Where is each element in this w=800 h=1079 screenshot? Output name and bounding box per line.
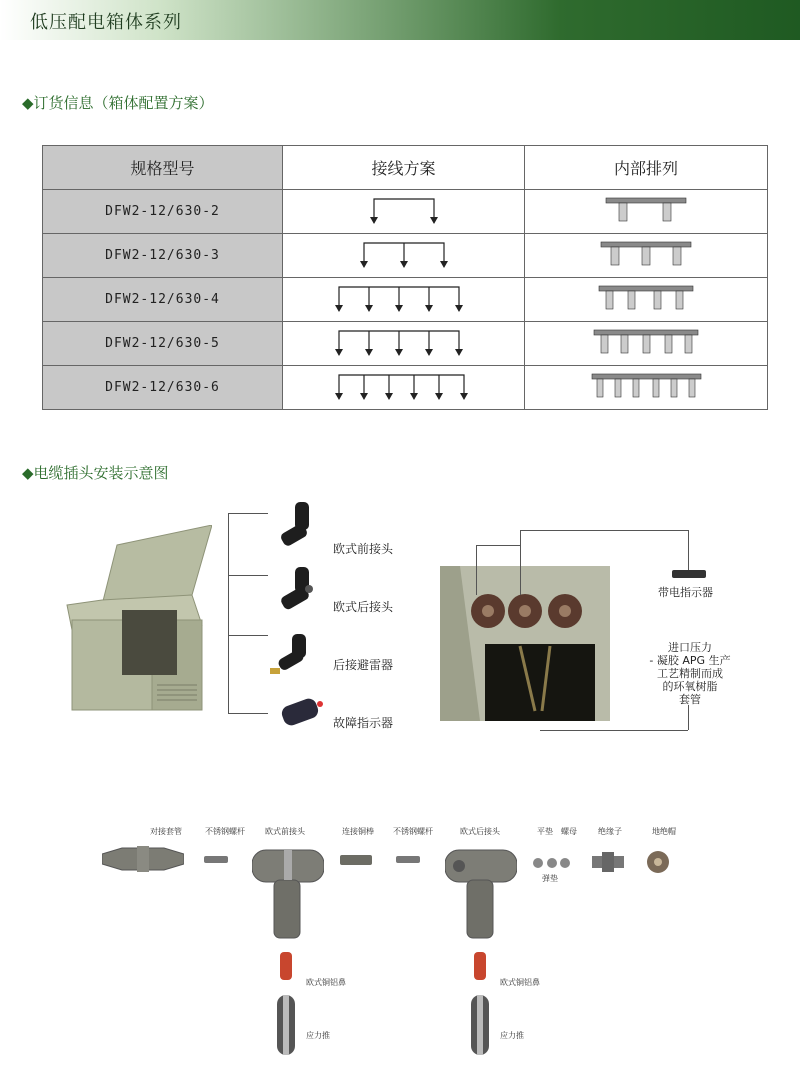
- connector-line: [476, 545, 520, 546]
- euro-front-label: 欧式前接头: [265, 827, 305, 836]
- bushing-description: 进口压力 - 凝胶 APG 生产 工艺精制而成 的环氧树脂 套管: [649, 641, 731, 706]
- ground-cap-image: [646, 850, 670, 878]
- connector-line: [228, 635, 268, 636]
- connector-line: [228, 513, 229, 713]
- arrangement-6-icon: [589, 368, 704, 404]
- flat-washer-label: 平垫: [537, 827, 553, 836]
- wiring-3-icon: [334, 237, 474, 271]
- wiring-diagram: [283, 234, 525, 278]
- connector-line: [228, 513, 268, 514]
- arrangement-2-icon: [601, 192, 691, 228]
- arrangement-4-icon: [596, 280, 696, 316]
- front-connector-label: 欧式前接头: [333, 542, 394, 556]
- order-info-title: ◆订货信息（箱体配置方案）: [22, 94, 214, 112]
- wiring-diagram: [283, 322, 525, 366]
- front-connector-image: [277, 500, 327, 559]
- ss-bolt-1-label: 不锈钢螺杆: [205, 827, 245, 836]
- arrangement-image: [525, 322, 768, 366]
- model-cell: DFW2-12/630-5: [43, 322, 283, 366]
- nut-label: 螺母: [561, 827, 577, 836]
- coupling-sleeve-label: 对接套管: [150, 827, 182, 836]
- live-indicator-label: 带电指示器: [658, 586, 713, 599]
- wiring-5-icon: [329, 325, 479, 359]
- live-indicator-image: [672, 570, 706, 578]
- fault-indicator-label: 故障指示器: [333, 716, 394, 730]
- ss-bolt-2-image: [396, 856, 420, 863]
- col-header-internal: 内部排列: [525, 146, 768, 190]
- wiring-diagram: [283, 278, 525, 322]
- connector-line: [688, 705, 689, 730]
- spring-washer-label: 弹垫: [542, 874, 558, 883]
- arrangement-image: [525, 234, 768, 278]
- connector-line: [476, 545, 477, 595]
- model-cell: DFW2-12/630-6: [43, 366, 283, 410]
- arrangement-image: [525, 366, 768, 410]
- configuration-table: [42, 145, 768, 410]
- col-header-wiring: 接线方案: [283, 146, 525, 190]
- install-diagram-title: ◆电缆插头安装示意图: [22, 464, 169, 482]
- model-cell: DFW2-12/630-3: [43, 234, 283, 278]
- arrangement-image: [525, 190, 768, 234]
- stress-cone-1-label: 应力推: [306, 1031, 330, 1040]
- wiring-diagram: [283, 366, 525, 410]
- euro-rear-image: [445, 840, 517, 944]
- cabinet-interior-photo: [440, 566, 610, 721]
- rear-connector-label: 欧式后接头: [333, 600, 394, 614]
- arrangement-5-icon: [591, 324, 701, 360]
- lug-1-image: [280, 952, 292, 980]
- connector-line: [520, 530, 521, 595]
- arrangement-image: [525, 278, 768, 322]
- rear-arrester-image: [268, 632, 328, 686]
- model-cell: DFW2-12/630-2: [43, 190, 283, 234]
- wiring-4-icon: [329, 281, 479, 315]
- rear-arrester-label: 后接避雷器: [333, 658, 394, 672]
- model-cell: DFW2-12/630-4: [43, 278, 283, 322]
- copper-rod-image: [340, 855, 372, 865]
- arrangement-3-icon: [596, 236, 696, 272]
- stress-cone-2-label: 应力推: [500, 1031, 524, 1040]
- connector-line: [688, 530, 689, 570]
- connector-line: [540, 730, 688, 731]
- copper-rod-label: 连接铜棒: [342, 827, 374, 836]
- coupling-sleeve-image: [102, 842, 184, 880]
- insulator-image: [592, 852, 624, 876]
- stress-cone-2-image: [468, 995, 492, 1059]
- ss-bolt-2-label: 不锈钢螺杆: [393, 827, 433, 836]
- connector-line: [520, 530, 688, 531]
- table-row: [43, 322, 768, 366]
- lug-2-label: 欧式铜铝鼻: [500, 978, 540, 987]
- ss-bolt-1-image: [204, 856, 228, 863]
- table-row: [43, 366, 768, 410]
- lug-2-image: [474, 952, 486, 980]
- connector-line: [228, 575, 268, 576]
- connector-line: [228, 713, 268, 714]
- washers-image: [532, 855, 572, 874]
- stress-cone-1-image: [274, 995, 298, 1059]
- wiring-2-icon: [344, 193, 464, 227]
- wiring-diagram: [283, 190, 525, 234]
- wiring-6-icon: [329, 369, 479, 403]
- lug-1-label: 欧式铜铝鼻: [306, 978, 346, 987]
- table-row: [43, 190, 768, 234]
- page-title: 低压配电箱体系列: [30, 12, 182, 33]
- col-header-model: 规格型号: [43, 146, 283, 190]
- rear-connector-image: [277, 565, 327, 619]
- table-header-row: [43, 146, 768, 190]
- table-row: [43, 278, 768, 322]
- insulator-label: 绝缘子: [598, 827, 622, 836]
- ground-cap-label: 地绝帽: [652, 827, 676, 836]
- cabinet-photo: [62, 525, 212, 715]
- euro-front-image: [252, 840, 324, 944]
- table-row: [43, 234, 768, 278]
- euro-rear-label: 欧式后接头: [460, 827, 500, 836]
- fault-indicator-image: [278, 698, 328, 732]
